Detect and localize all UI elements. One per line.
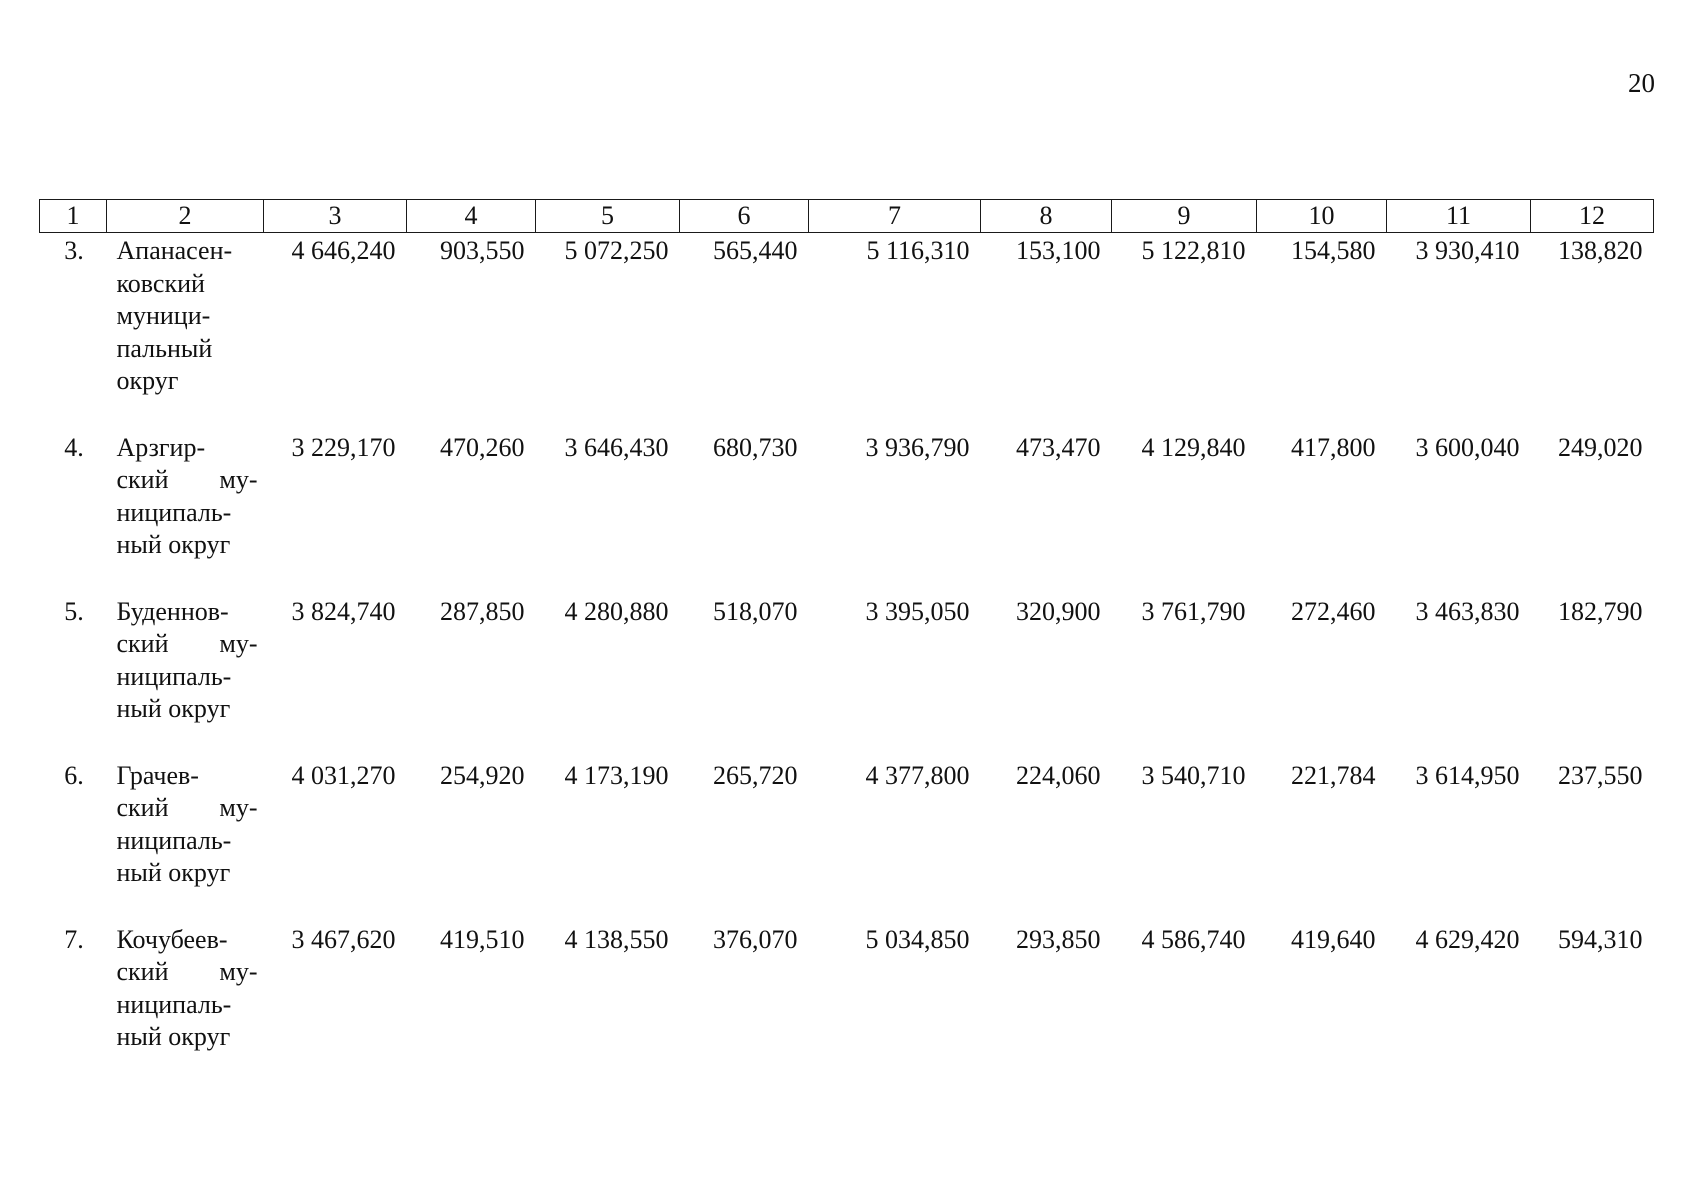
column-header-4: 4 [407, 200, 536, 233]
value-cell-col-7: 5 034,850 [865, 924, 970, 954]
district-name [107, 922, 264, 1086]
value-cell-col-7: 3 936,790 [865, 432, 970, 462]
district-name [107, 594, 264, 758]
value-cell-col-3: 3 824,740 [291, 596, 396, 626]
value-cell-col-7: 4 377,800 [865, 760, 970, 790]
district-name-line: ный округ [116, 1022, 231, 1051]
district-name [107, 233, 264, 430]
district-name-line: Апанасен- [116, 236, 233, 265]
column-header-11: 11 [1387, 200, 1531, 233]
row-number: 4. [64, 432, 84, 462]
value-cell-col-3: 3 467,620 [291, 924, 396, 954]
value-cell-col-5: 5 072,250 [564, 236, 669, 265]
value-cell-col-6: 518,070 [713, 596, 798, 626]
table-row [40, 922, 1654, 1086]
value-cell-col-10: 417,800 [1291, 432, 1376, 462]
district-name-line: ский му- [116, 465, 258, 494]
value-cell-col-3: 4 646,240 [291, 236, 396, 265]
value-cell-col-12: 182,790 [1558, 596, 1643, 626]
column-header-12: 12 [1531, 200, 1654, 233]
value-cell-col-6: 565,440 [713, 236, 798, 265]
header-row [40, 200, 1654, 233]
column-header-7: 7 [809, 200, 981, 233]
district-name-line: ковский [116, 268, 205, 298]
district-name-line: Кочубеев- [116, 924, 228, 954]
value-cell-col-5: 4 280,880 [564, 596, 669, 626]
district-name-line: муници- [116, 301, 211, 330]
data-table-container [39, 199, 1653, 1086]
value-cell-col-8: 293,850 [1016, 924, 1101, 954]
column-header-2: 2 [107, 200, 264, 233]
value-cell-col-10: 272,460 [1291, 596, 1376, 626]
page-number: 20 [1628, 68, 1655, 98]
value-cell-col-9: 3 761,790 [1141, 596, 1246, 626]
value-cell-col-9: 4 586,740 [1141, 924, 1246, 954]
value-cell-col-11: 3 614,950 [1415, 760, 1520, 790]
value-cell-col-4: 287,850 [440, 596, 525, 626]
column-header-1: 1 [40, 200, 107, 233]
value-cell-col-6: 265,720 [713, 760, 798, 790]
table-header [40, 200, 1654, 233]
value-cell-col-7: 5 116,310 [866, 236, 970, 265]
value-cell-col-4: 903,550 [440, 236, 525, 265]
district-name-line: ниципаль- [116, 989, 232, 1019]
value-cell-col-9: 5 122,810 [1141, 236, 1246, 265]
district-name-line: ный округ [116, 530, 231, 559]
value-cell-col-12: 594,310 [1558, 924, 1643, 954]
table-row [40, 430, 1654, 594]
row-number: 5. [64, 596, 84, 626]
column-header-3: 3 [264, 200, 407, 233]
value-cell-col-3: 4 031,270 [291, 760, 396, 790]
value-cell-col-11: 3 930,410 [1415, 236, 1520, 265]
value-cell-col-4: 254,920 [440, 760, 525, 790]
value-cell-col-9: 4 129,840 [1141, 432, 1246, 462]
value-cell-col-7: 3 395,050 [865, 596, 970, 626]
value-cell-col-8: 320,900 [1016, 596, 1101, 626]
district-name-line: ный округ [116, 694, 231, 723]
district-name-line: Буденнов- [116, 596, 229, 626]
value-cell-col-10: 154,580 [1291, 236, 1376, 265]
value-cell-col-6: 376,070 [713, 924, 798, 954]
value-cell-col-5: 4 138,550 [564, 924, 669, 954]
value-cell-col-11: 4 629,420 [1415, 924, 1520, 954]
district-name-line: Арзгир- [116, 432, 206, 462]
table-row [40, 758, 1654, 922]
value-cell-col-12: 138,820 [1558, 236, 1643, 265]
value-cell-col-8: 473,470 [1016, 432, 1101, 462]
value-cell-col-5: 4 173,190 [564, 760, 669, 790]
value-cell-col-10: 221,784 [1291, 760, 1376, 790]
district-name-line: ниципаль- [116, 497, 232, 527]
district-name-line: ниципаль- [116, 825, 232, 855]
column-header-8: 8 [981, 200, 1112, 233]
value-cell-col-5: 3 646,430 [564, 432, 669, 462]
column-header-9: 9 [1112, 200, 1257, 233]
column-header-10: 10 [1257, 200, 1387, 233]
value-cell-col-9: 3 540,710 [1141, 760, 1246, 790]
district-name-line: Грачев- [116, 760, 199, 790]
table-row [40, 594, 1654, 758]
value-cell-col-11: 3 463,830 [1415, 596, 1520, 626]
data-table [39, 199, 1654, 1086]
row-number: 6. [64, 760, 84, 790]
district-name [107, 758, 264, 922]
value-cell-col-4: 419,510 [440, 924, 525, 954]
value-cell-col-12: 237,550 [1558, 760, 1643, 790]
table-row [40, 233, 1654, 430]
district-name-line: ский му- [116, 957, 258, 986]
district-name [107, 430, 264, 594]
district-name-line: ский му- [116, 793, 258, 822]
value-cell-col-12: 249,020 [1558, 432, 1643, 462]
district-name-line: ниципаль- [116, 661, 232, 691]
value-cell-col-8: 224,060 [1016, 760, 1101, 790]
row-number: 3. [64, 236, 84, 265]
value-cell-col-3: 3 229,170 [291, 432, 396, 462]
value-cell-col-6: 680,730 [713, 432, 798, 462]
value-cell-col-11: 3 600,040 [1415, 432, 1520, 462]
district-name-line: округ [116, 366, 179, 395]
district-name-line: пальный [116, 333, 213, 363]
value-cell-col-10: 419,640 [1291, 924, 1376, 954]
column-header-6: 6 [680, 200, 809, 233]
column-header-5: 5 [536, 200, 680, 233]
value-cell-col-4: 470,260 [440, 432, 525, 462]
district-name-line: ский му- [116, 629, 258, 658]
district-name-line: ный округ [116, 858, 231, 887]
row-number: 7. [64, 924, 84, 954]
table-body [40, 233, 1654, 1086]
value-cell-col-8: 153,100 [1016, 236, 1101, 265]
